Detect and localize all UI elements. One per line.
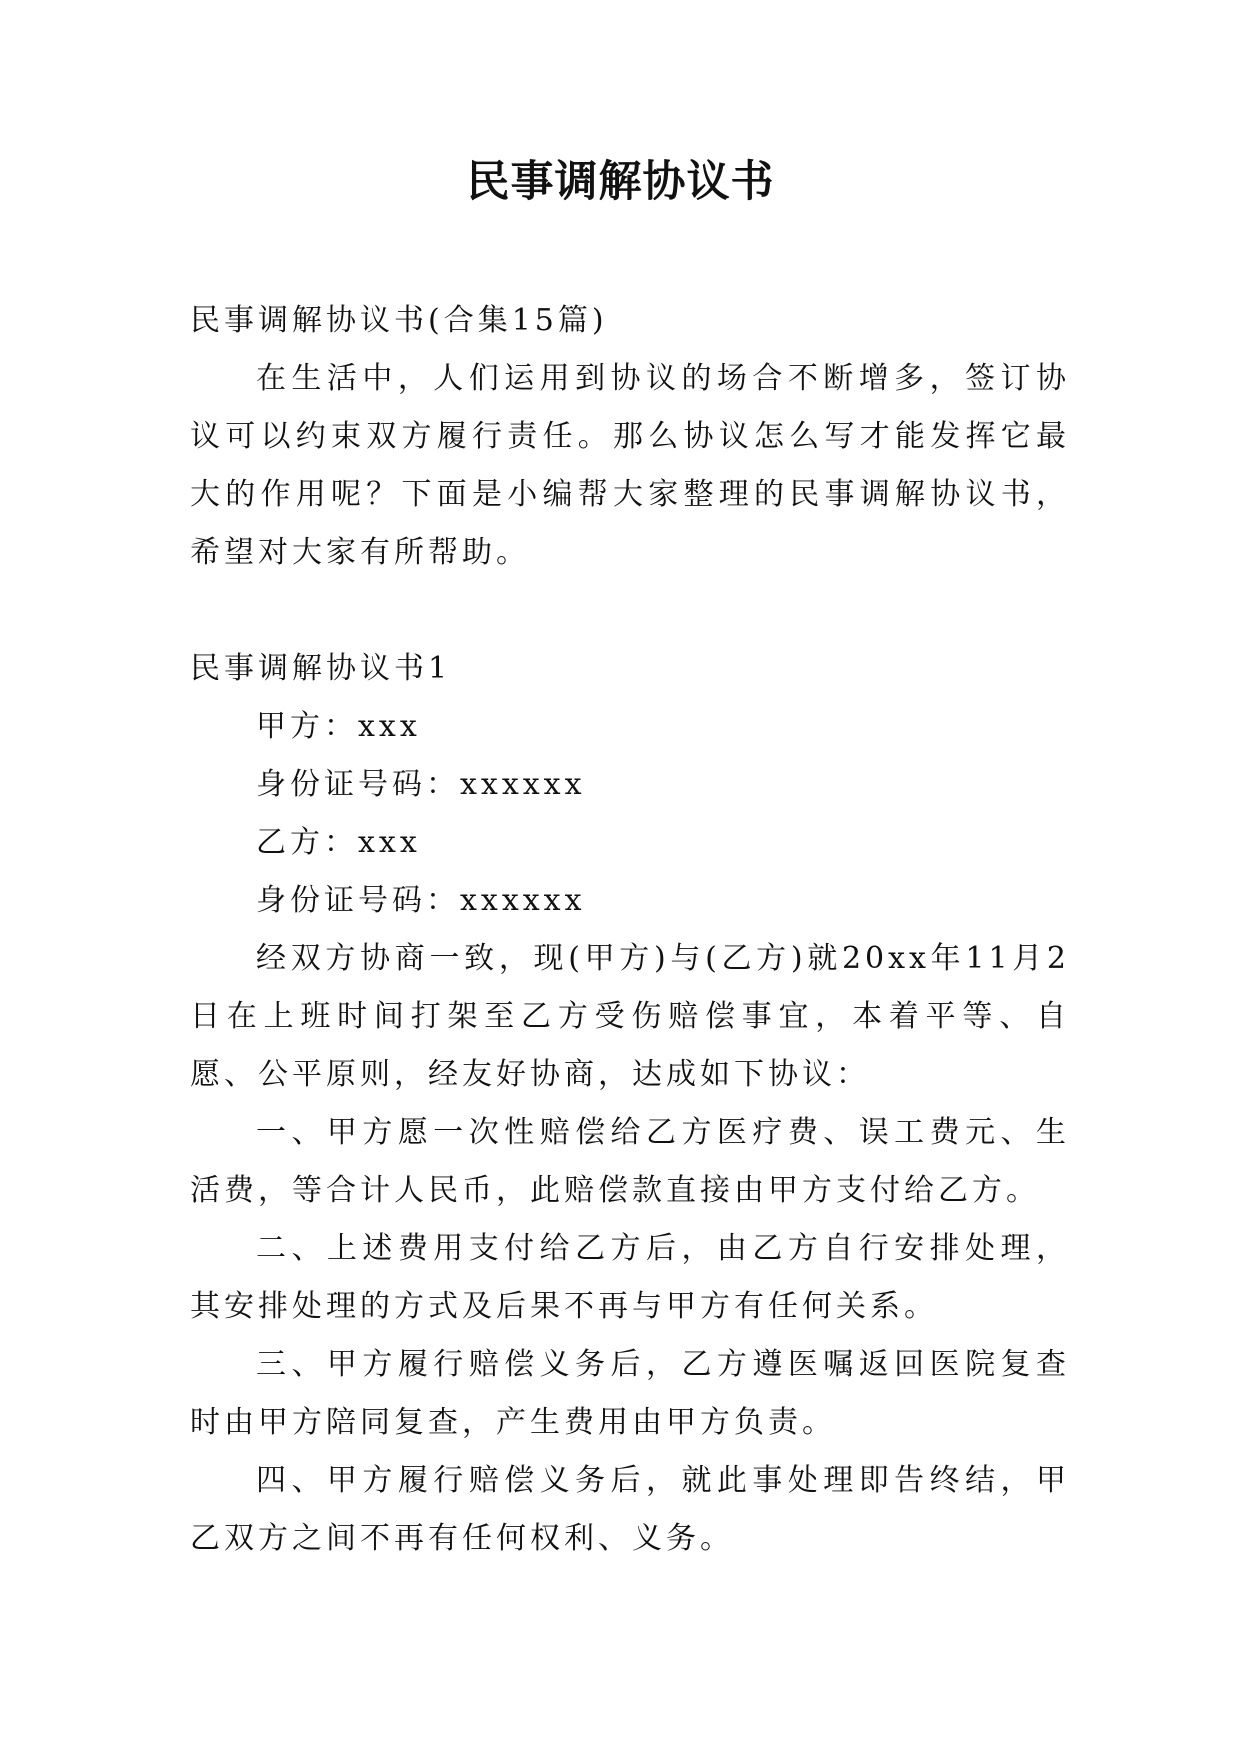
party-a-line: 甲方：xxx	[256, 709, 421, 744]
document-body	[190, 292, 1070, 1568]
collection-subtitle: 民事调解协议书(合集15篇)	[190, 303, 608, 338]
document-title: 民事调解协议书	[466, 157, 775, 207]
clause-1: 一、甲方愿一次性赔偿给乙方医疗费、误工费元、生活费，等合计人民币，此赔偿款直接由甲方支付给乙方。	[190, 1115, 1070, 1208]
section-heading: 民事调解协议书1	[190, 651, 452, 686]
party-b-id-line: 身份证号码：xxxxxx	[256, 883, 586, 918]
intro-paragraph: 在生活中，人们运用到协议的场合不断增多，签订协议可以约束双方履行责任。那么协议怎么写才能发挥它最大的作用呢？下面是小编帮大家整理的民事调解协议书，希望对大家有所帮助。	[190, 361, 1070, 570]
clause-2: 二、上述费用支付给乙方后，由乙方自行安排处理，其安排处理的方式及后果不再与甲方有任何关系。	[190, 1231, 1070, 1324]
clause-3: 三、甲方履行赔偿义务后，乙方遵医嘱返回医院复查时由甲方陪同复查，产生费用由甲方负责。	[190, 1347, 1070, 1440]
party-b-line: 乙方：xxx	[256, 825, 421, 860]
clause-4: 四、甲方履行赔偿义务后，就此事处理即告终结，甲乙双方之间不再有任何权利、义务。	[190, 1463, 1070, 1556]
party-a-id-line: 身份证号码：xxxxxx	[256, 767, 586, 802]
preamble-paragraph: 经双方协商一致，现(甲方)与(乙方)就20xx年11月2日在上班时间打架至乙方受伤赔偿事宜，本着平等、自愿、公平原则，经友好协商，达成如下协议：	[190, 941, 1070, 1092]
